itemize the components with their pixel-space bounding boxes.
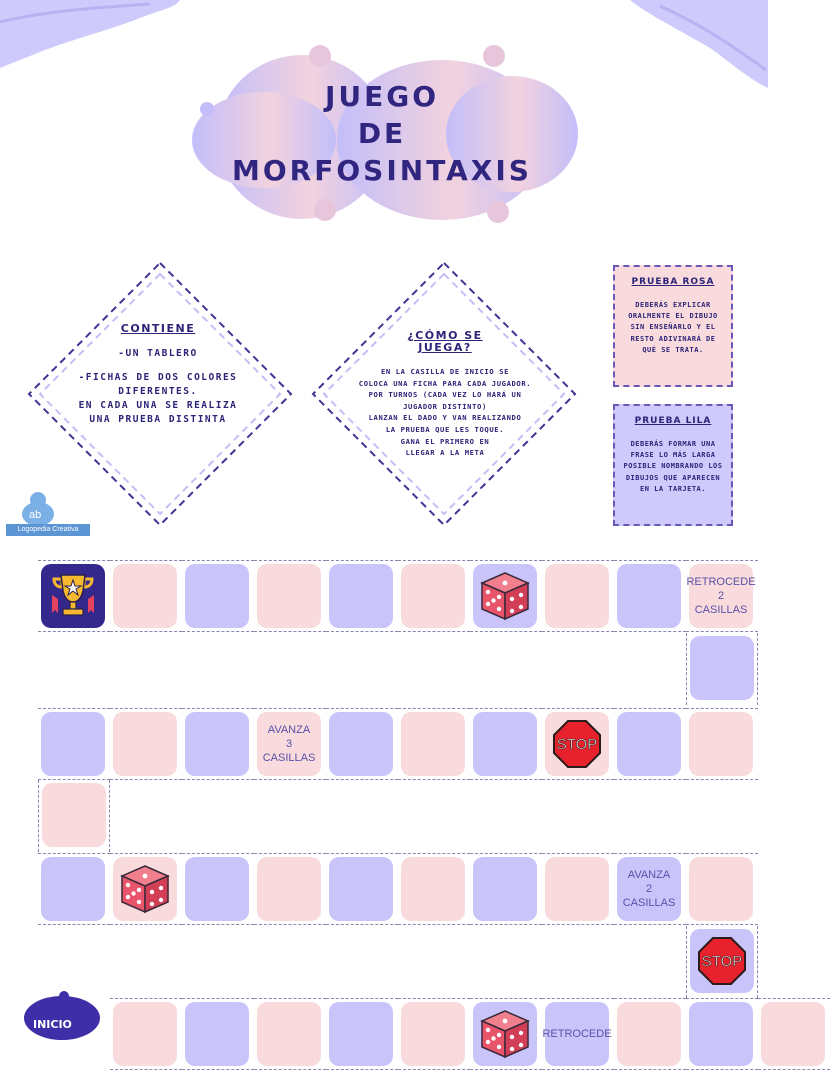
board-cell-lilac — [473, 857, 537, 921]
board-cell — [38, 560, 110, 632]
brush-stroke-top-right — [620, 0, 768, 90]
board-cell-pink — [257, 1002, 321, 1066]
board-cell — [326, 708, 398, 780]
brush-stroke-top-left — [0, 0, 190, 70]
board-cell — [398, 708, 470, 780]
board-cell — [614, 998, 686, 1070]
como-text: ¿CÓMO SE JUEGA? EN LA CASILLA DE INICIO SE COLOCA UNA FICHA PARA CADA JUGADOR. POR TURNOS (CADA VEZ LO HARÁ UN JUGADOR DISTINTO) LANZAN EL DADO Y VAN REALIZANDO LA PRUEBA QUE LES TOQUE. GANA EL PRIMERO EN LLEGAR A LA META — [358, 329, 532, 458]
board-cell — [686, 998, 758, 1070]
dice-icon — [478, 569, 532, 623]
board-cell-pink — [761, 1002, 825, 1066]
board-cell-lilac — [185, 1002, 249, 1066]
cell-instruction-label: RETROCEDE 2 CASILLAS — [686, 576, 756, 616]
inicio-badge — [20, 988, 100, 1036]
board-cell-pink — [257, 564, 321, 628]
board-cell-lilac — [41, 712, 105, 776]
cell-instruction-label: AVANZA 3 CASILLAS — [262, 724, 316, 764]
board-cell-pink — [113, 712, 177, 776]
board-cell-lilac — [329, 857, 393, 921]
cell-instruction-label: RETROCEDE — [542, 1028, 612, 1040]
board-cell-lilac — [473, 564, 537, 628]
stop-sign-icon — [550, 717, 604, 771]
board-cell — [686, 633, 758, 705]
prueba-rosa-card — [613, 265, 733, 387]
board-cell — [614, 853, 686, 925]
board-cell-lilac — [329, 564, 393, 628]
contiene-text: CONTIENE -UN TABLERO -FICHAS DE DOS COLORES DIFERENTES. EN CADA UNA SE REALIZA UNA PRUEBA DISTINTA — [68, 322, 248, 427]
board-cell-lilac — [542, 1002, 612, 1066]
board-cell — [542, 998, 614, 1070]
board-cell — [110, 708, 182, 780]
board-cell-pink — [545, 857, 609, 921]
board-cell — [326, 998, 398, 1070]
board-cell-lilac — [185, 857, 249, 921]
board-cell — [686, 926, 758, 998]
board-cell — [470, 853, 542, 925]
svg-text:STOP: STOP — [556, 736, 598, 753]
board-cell-pink — [689, 712, 753, 776]
svg-text:INICIO: INICIO — [33, 1018, 72, 1031]
svg-text:STOP: STOP — [701, 953, 743, 970]
como-heading: ¿CÓMO SE JUEGA? — [407, 329, 483, 354]
board-cell-pink — [545, 712, 609, 776]
board-cell-navy — [41, 564, 105, 628]
board-cell-lilac — [329, 712, 393, 776]
dice-icon — [478, 1007, 532, 1061]
board-cell-lilac — [41, 857, 105, 921]
board-cell — [686, 853, 758, 925]
board-cell — [758, 998, 830, 1070]
board-cell-pink — [401, 564, 465, 628]
board-cell-pink — [686, 564, 756, 628]
board-cell-pink — [401, 857, 465, 921]
board-cell — [110, 560, 182, 632]
board-cell — [254, 998, 326, 1070]
board-cell — [182, 853, 254, 925]
board-cell-lilac — [690, 636, 754, 700]
board-cell-pink — [617, 1002, 681, 1066]
board-cell-pink — [545, 564, 609, 628]
prueba-lila-body: DEBERÁS FORMAR UNA FRASE LO MÁS LARGA POSIBLE NOMBRANDO LOS DIBUJOS QUE APARECEN EN LA TARJETA. — [623, 440, 723, 493]
board-cell — [38, 780, 110, 852]
board-cell-lilac — [617, 564, 681, 628]
prueba-rosa-title: PRUEBA ROSA — [631, 277, 715, 287]
prueba-lila-card — [613, 404, 733, 526]
board-cell — [614, 708, 686, 780]
prueba-rosa-body: DEBERÁS EXPLICAR ORALMENTE EL DIBUJO SIN ENSEÑARLO Y EL RESTO ADIVINARÁ DE QUÉ SE TRATA. — [628, 301, 718, 354]
board-cell — [254, 708, 326, 780]
board-cell-lilac — [185, 712, 249, 776]
svg-text:ab: ab — [29, 509, 42, 521]
board-cell — [542, 708, 614, 780]
board-cell — [686, 708, 758, 780]
page-title: JUEGO DE MORFOSINTAXIS — [232, 80, 532, 187]
board-cell — [38, 853, 110, 925]
board-cell-lilac — [473, 712, 537, 776]
cell-instruction-label: AVANZA 2 CASILLAS — [622, 869, 676, 909]
board-cell-pink — [257, 712, 321, 776]
logopedia-label: Logopedia Creativa — [6, 524, 90, 536]
board-cell — [326, 853, 398, 925]
board-cell — [398, 853, 470, 925]
board-cell — [686, 560, 758, 632]
board-cell — [398, 998, 470, 1070]
board-cell — [182, 998, 254, 1070]
board-cell-pink — [113, 1002, 177, 1066]
board-cell — [542, 853, 614, 925]
board-cell — [326, 560, 398, 632]
board-cell — [110, 998, 182, 1070]
board-cell-lilac — [473, 1002, 537, 1066]
board-cell-lilac — [329, 1002, 393, 1066]
board-cell — [254, 560, 326, 632]
board-cell — [398, 560, 470, 632]
board-cell-pink — [257, 857, 321, 921]
board-cell — [614, 560, 686, 632]
dice-icon — [118, 862, 172, 916]
board-cell-lilac — [690, 929, 754, 993]
board-cell — [470, 998, 542, 1070]
board-cell-lilac — [185, 564, 249, 628]
prueba-lila-title: PRUEBA LILA — [634, 416, 712, 426]
board-cell-lilac — [689, 1002, 753, 1066]
board-cell — [182, 708, 254, 780]
board-cell-pink — [401, 1002, 465, 1066]
board-cell — [470, 560, 542, 632]
board-cell-lilac — [617, 712, 681, 776]
board-cell-pink — [113, 857, 177, 921]
board-cell-pink — [689, 857, 753, 921]
trophy-icon — [46, 569, 100, 623]
board-cell-pink — [113, 564, 177, 628]
board-cell — [470, 708, 542, 780]
board-cell-pink — [42, 783, 106, 847]
board-cell-lilac — [617, 857, 681, 921]
board-cell — [38, 708, 110, 780]
board-cell — [542, 560, 614, 632]
contiene-heading: CONTIENE — [120, 322, 196, 335]
board-cell — [182, 560, 254, 632]
board-cell-pink — [401, 712, 465, 776]
board-cell — [110, 853, 182, 925]
stop-sign-icon — [695, 934, 749, 988]
board-cell — [254, 853, 326, 925]
